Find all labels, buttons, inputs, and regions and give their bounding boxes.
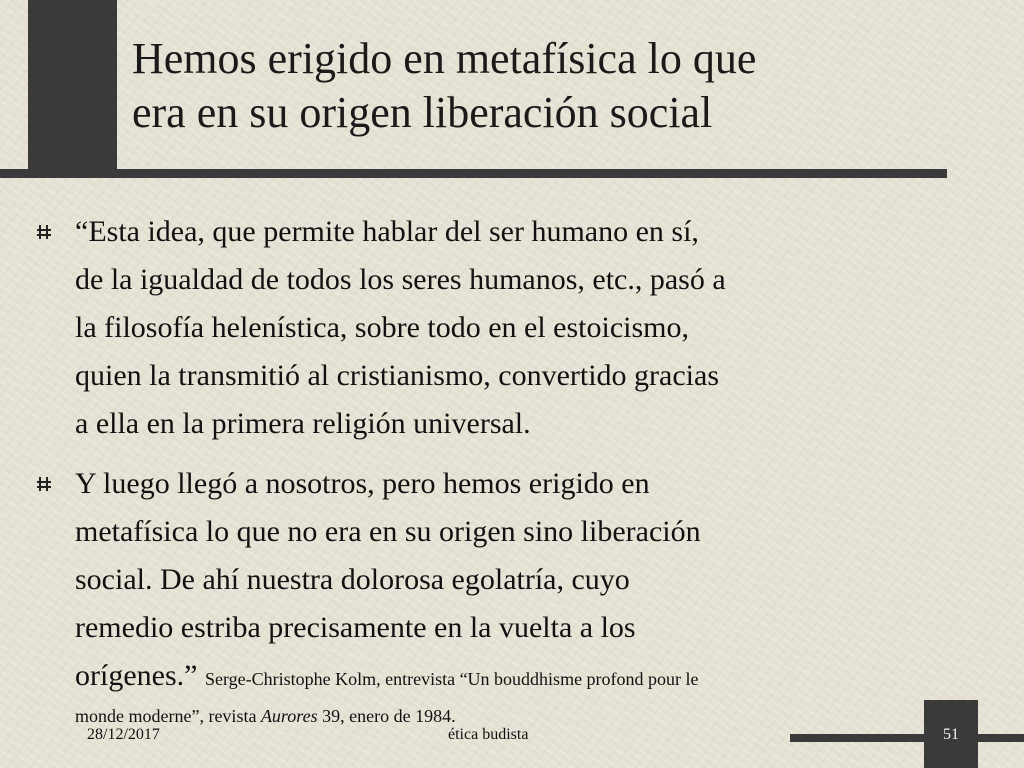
slide-title — [132, 32, 1012, 140]
footer-divider — [790, 734, 1024, 742]
bullet-text-line: la filosofía helenística, sobre todo en el estoicismo, — [75, 311, 690, 344]
hash-bullet-icon — [37, 225, 51, 239]
page-number: 51 — [943, 726, 959, 743]
decorative-corner-block — [28, 0, 117, 178]
quote-ending: orígenes.” — [75, 659, 198, 692]
bullet-list — [33, 208, 953, 729]
bullet-item — [33, 208, 953, 448]
slide-title-line: era en su origen liberación social — [132, 88, 713, 137]
citation-author: Serge-Christophe Kolm, entrevista “Un bouddhisme profond pour le — [204, 669, 699, 689]
bullet-text-line: remedio estriba precisamente en la vuelta a los — [75, 611, 636, 644]
hash-bullet-icon — [37, 477, 51, 491]
bullet-text-line: “Esta idea, que permite hablar del ser humano en sí, — [75, 215, 699, 248]
bullet-text-line: a ella en la primera religión universal. — [75, 407, 531, 440]
bullet-text-line: quien la transmitió al cristianismo, convertido gracias — [75, 359, 719, 392]
bullet-text-line: social. De ahí nuestra dolorosa egolatría, cuyo — [75, 563, 630, 596]
citation-text: monde moderne”, revista — [75, 706, 261, 726]
footer-date: 28/12/2017 — [87, 726, 160, 743]
title-divider — [0, 169, 947, 178]
bullet-item — [33, 460, 953, 729]
bullet-text-line: Y luego llegó a nosotros, pero hemos erigido en — [75, 467, 650, 500]
footer-title: ética budista — [448, 726, 529, 743]
citation-journal: Aurores — [260, 706, 318, 726]
slide-title-line: Hemos erigido en metafísica lo que — [132, 34, 757, 83]
bullet-text-line: metafísica lo que no era en su origen sino liberación — [75, 515, 701, 548]
bullet-last-line — [75, 652, 953, 703]
citation-text: 39, enero de 1984. — [317, 706, 456, 726]
bullet-text-line: de la igualdad de todos los seres humanos, etc., pasó a — [75, 263, 726, 296]
